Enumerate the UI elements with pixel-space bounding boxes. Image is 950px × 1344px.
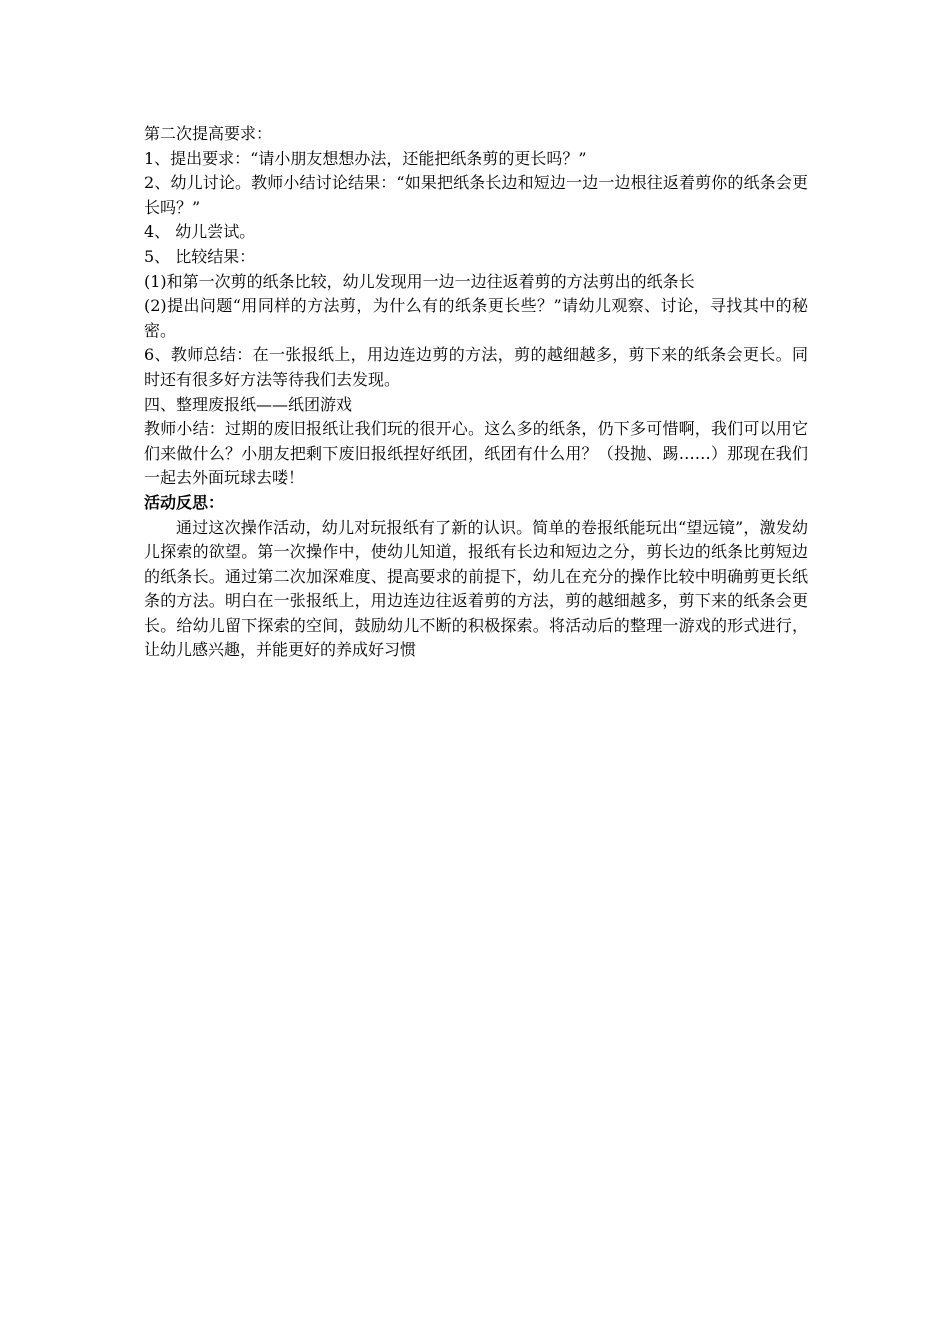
teacher-summary-text: 教师小结：过期的废旧报纸让我们玩的很开心。这么多的纸条，仍下多可惜啊，我们可以用它们来做什么？小朋友把剩下废旧报纸捏好纸团，纸团有什么用？（投抛、踢……）那现在我们一起去外面玩球去喽！ [144, 419, 808, 488]
step-1-text: 1、提出要求：“请小朋友想想办法，还能把纸条剪的更长吗？” [144, 148, 587, 168]
section-heading-second-requirement: 第二次提高要求： [144, 124, 273, 143]
step-4-text: 4、 幼儿尝试。 [144, 222, 256, 242]
sub-item-1-text: (1)和第一次剪的纸条比较，幼儿发现用一边一边往返着剪的方法剪出的纸条长 [144, 271, 695, 291]
reflection-paragraph: 通过这次操作活动，幼儿对玩报纸有了新的认识。简单的卷报纸能玩出“望远镜”，激发幼儿探索的欲望。第一次操作中，使幼儿知道，报纸有长边和短边之分，剪长边的纸条比剪短边的纸条长。通过第二次加深难度、提高要求的前提下，幼儿在充分的操作比较中明确剪更长纸条的方法。明白在一张报纸上，用边连边往返着剪的方法，剪的越细越多，剪下来的纸条会更长。给幼儿留下探索的空间，鼓励幼儿不断的积极探索。将活动后的整理一游戏的形式进行，让幼儿感兴趣，并能更好的养成好习惯 [144, 517, 808, 660]
section-heading-paper-game: 四、整理废报纸——纸团游戏 [144, 394, 353, 414]
document-body [144, 122, 808, 663]
step-2-text: 2、幼儿讨论。教师小结讨论结果：“如果把纸条长边和短边一边一边根往返着剪你的纸条会更长吗？” [144, 173, 808, 217]
step-5-text: 5、 比较结果： [144, 246, 256, 266]
sub-item-2-text: (2)提出问题“用同样的方法剪，为什么有的纸条更长些？”请幼儿观察、讨论，寻找其中的秘密。 [144, 296, 808, 340]
reflection-heading: 活动反思： [144, 492, 225, 512]
step-6-text: 6、教师总结：在一张报纸上，用边连边剪的方法，剪的越细越多，剪下来的纸条会更长。同时还有很多好方法等待我们去发现。 [144, 345, 808, 389]
